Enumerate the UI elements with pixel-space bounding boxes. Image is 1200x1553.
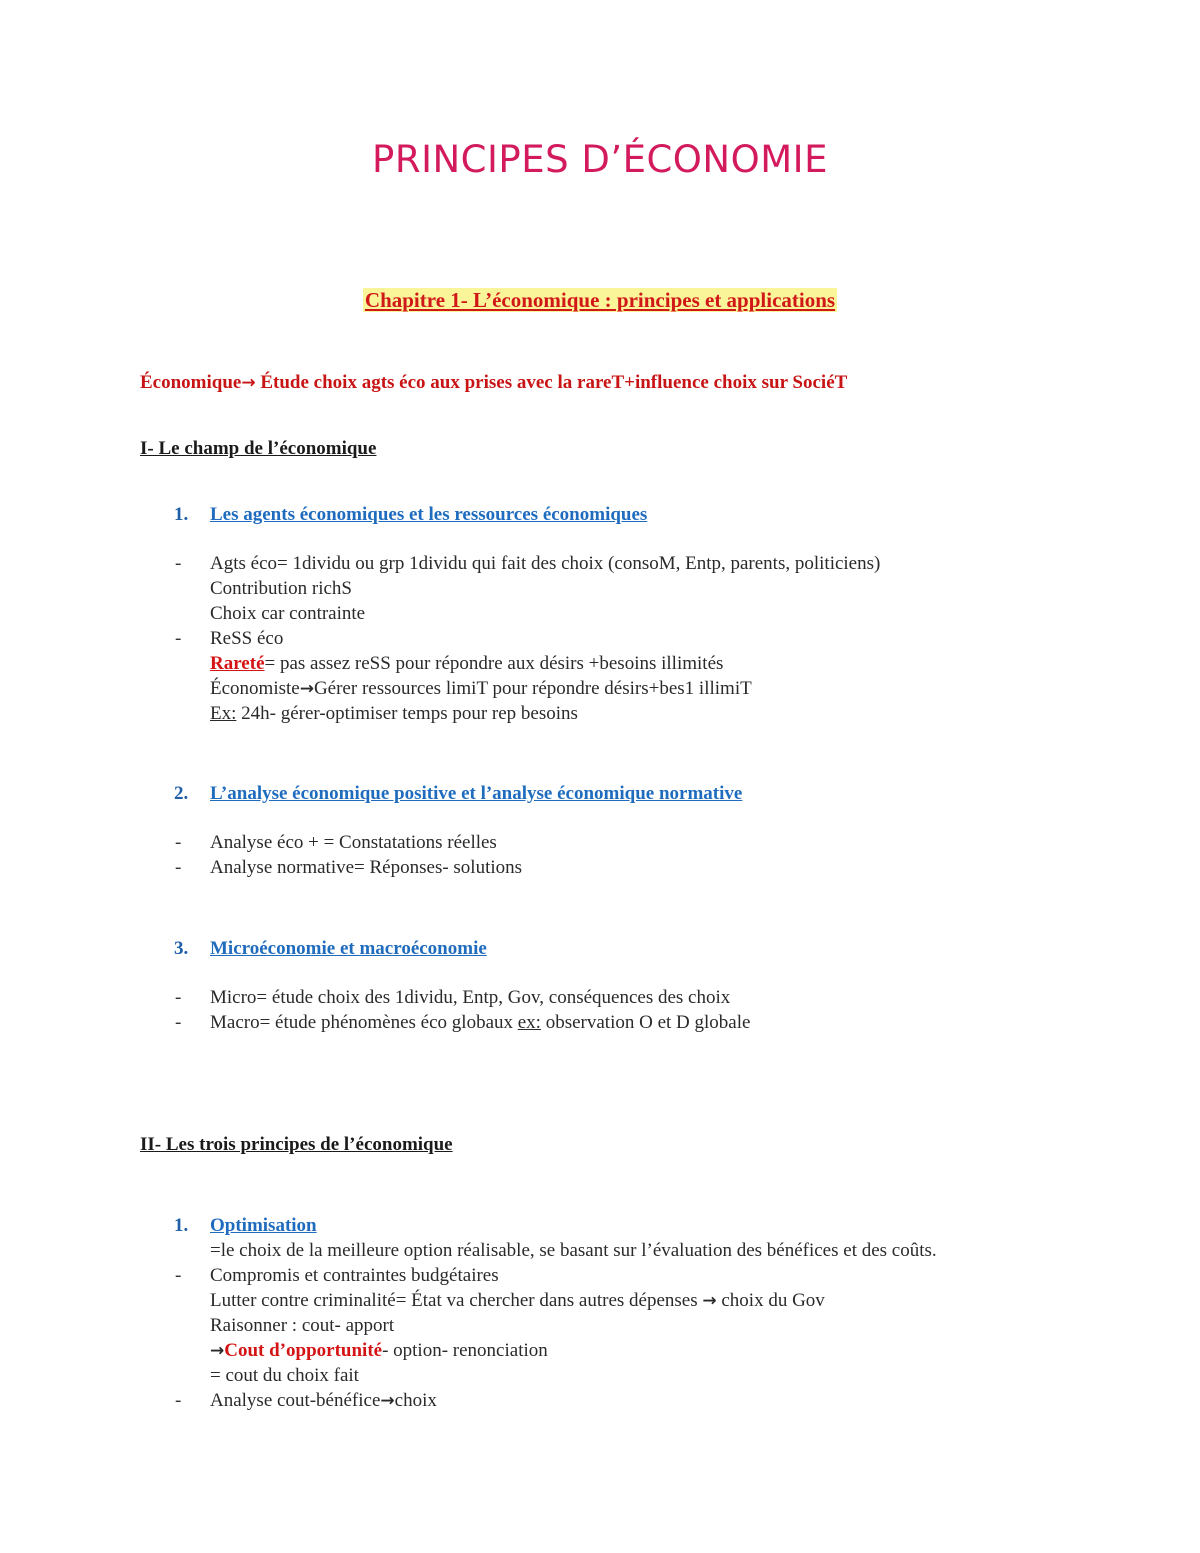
subsection-title: Optimisation <box>210 1215 317 1236</box>
body-line: Choix car contrainte <box>210 603 366 624</box>
rarete-definition: = pas assez reSS pour répondre aux désirs +besoins illimités <box>264 653 724 674</box>
macro-text: Macro= étude phénomènes éco globaux <box>210 1012 518 1033</box>
body-line <box>210 1340 548 1362</box>
body-line: Compromis et contraintes budgétaires <box>210 1265 499 1286</box>
bullet-dash: - <box>175 987 182 1008</box>
body-line: Micro= étude choix des 1dividu, Entp, Gov, conséquences des choix <box>210 987 731 1008</box>
body-line: Agts éco= 1dividu ou grp 1dividu qui fait des choix (consoM, Entp, parents, politiciens) <box>210 553 881 574</box>
macro-example: observation O et D globale <box>540 1012 751 1033</box>
body-line: Raisonner : cout- apport <box>210 1315 395 1336</box>
bullet-dash: - <box>175 1012 182 1033</box>
arrow-right-icon: → <box>210 1341 225 1361</box>
body-line: ReSS éco <box>210 628 284 649</box>
bullet-dash: - <box>175 832 182 853</box>
bullet-dash: - <box>175 857 182 878</box>
body-line <box>210 1390 437 1412</box>
body-line <box>210 678 752 700</box>
arrow-right-icon: → <box>241 373 256 393</box>
body-line: =le choix de la meilleure option réalisable, se basant sur l’évaluation des bénéfices et des coûts. <box>210 1240 937 1261</box>
opportunite-text: - option- renonciation <box>382 1340 548 1361</box>
definition-line <box>140 372 847 394</box>
economiste-label: Économiste <box>210 678 300 699</box>
term-cout-opportunite: Cout d’opportunité <box>224 1340 383 1361</box>
list-number: 2. <box>174 783 189 804</box>
criminalite-text: Lutter contre criminalité= État va chercher dans autres dépenses <box>210 1290 703 1311</box>
chapter-heading-text: Chapitre 1- L’économique : principes et applications <box>364 288 836 312</box>
arrow-right-icon: → <box>702 1291 717 1311</box>
body-line <box>210 1012 750 1034</box>
body-line <box>210 1290 825 1312</box>
arrow-right-icon: → <box>299 679 314 699</box>
subsection-title: L’analyse économique positive et l’analyse économique normative <box>210 783 743 804</box>
example-label: Ex: <box>210 703 237 724</box>
term-rarete: Rareté <box>210 653 265 674</box>
body-line: Analyse normative= Réponses- solutions <box>210 857 523 878</box>
definition-term: Économique <box>140 372 242 393</box>
document-title: PRINCIPES D’ÉCONOMIE <box>372 138 828 181</box>
cost-benefit-text: Analyse cout-bénéfice <box>210 1390 381 1411</box>
chapter-heading <box>0 288 1200 313</box>
choix-text: choix <box>394 1390 437 1411</box>
body-line: Analyse éco + = Constatations réelles <box>210 832 497 853</box>
body-line <box>210 703 578 725</box>
arrow-right-icon: → <box>380 1391 395 1411</box>
economiste-text: Gérer ressources limiT pour répondre désirs+bes1 illimiT <box>313 678 752 699</box>
bullet-dash: - <box>175 1265 182 1286</box>
list-number: 1. <box>174 1215 189 1236</box>
bullet-dash: - <box>175 1390 182 1411</box>
body-line: = cout du choix fait <box>210 1365 359 1386</box>
gov-choice-text: choix du Gov <box>716 1290 825 1311</box>
list-number: 3. <box>174 938 189 959</box>
example-label: ex: <box>517 1012 541 1033</box>
section-heading-2: II- Les trois principes de l’économique <box>140 1134 453 1155</box>
body-line <box>210 653 723 675</box>
bullet-dash: - <box>175 553 182 574</box>
definition-text: Étude choix agts éco aux prises avec la rareT+influence choix sur SociéT <box>255 372 848 393</box>
subsection-title: Les agents économiques et les ressources économiques <box>210 504 648 525</box>
subsection-title: Microéconomie et macroéconomie <box>210 938 487 959</box>
section-heading-1: I- Le champ de l’économique <box>140 438 377 459</box>
list-number: 1. <box>174 504 189 525</box>
example-text: 24h- gérer-optimiser temps pour rep besoins <box>236 703 578 724</box>
bullet-dash: - <box>175 628 182 649</box>
body-line: Contribution richS <box>210 578 352 599</box>
